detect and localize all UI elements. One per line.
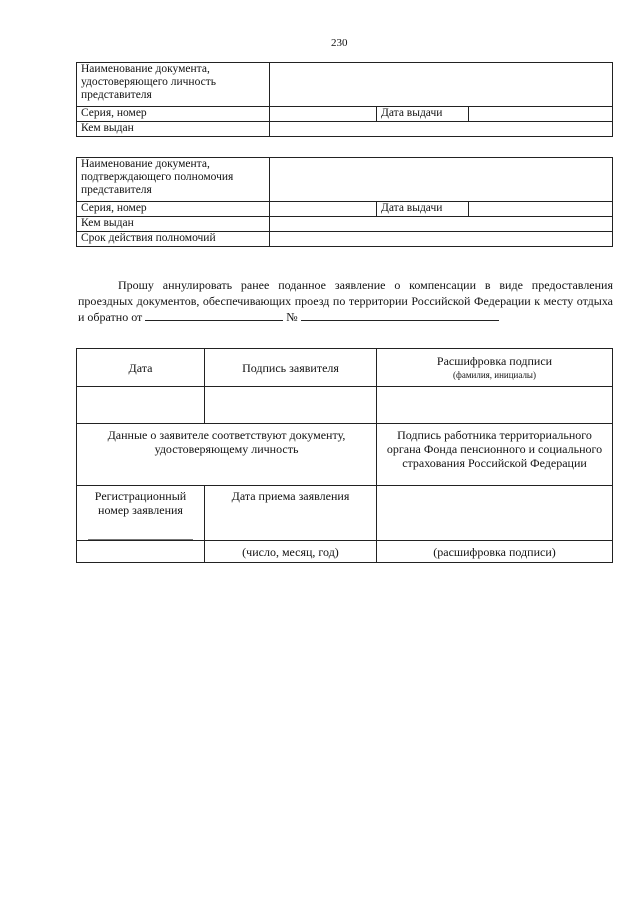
- decoding-header: Расшифровка подписи: [436, 353, 553, 368]
- issued-by-label: Кем выдан: [77, 122, 270, 137]
- applicant-signature-value[interactable]: [205, 387, 377, 424]
- doc-name-label: Наименование документа, удостоверяющего личность представителя: [77, 63, 270, 107]
- date-from-blank[interactable]: [145, 309, 283, 321]
- authority-doc-name-label: Наименование документа, подтверждающего полномочия представителя: [77, 158, 270, 202]
- authority-doc-table: [76, 157, 613, 247]
- series-value[interactable]: [270, 107, 377, 122]
- employee-signature-value[interactable]: [377, 486, 613, 541]
- number-sign: №: [286, 310, 298, 324]
- request-text: Прошу аннулировать ранее поданное заявление о компенсации в виде предоставления проездных документов, обеспечивающих проезд по территории Российской Федерации к месту отдыха и обратно от: [78, 278, 613, 324]
- issued-by-value[interactable]: [270, 122, 613, 137]
- authority-issued-by-label: Кем выдан: [77, 217, 270, 232]
- authority-doc-name-value[interactable]: [270, 158, 613, 202]
- signature-decoding-hint: (расшифровка подписи): [377, 541, 613, 563]
- empty-cell: [77, 541, 205, 563]
- authority-issued-by-value[interactable]: [270, 217, 613, 232]
- decoding-header-cell: [377, 349, 613, 387]
- registration-number-label: Регистрационный номер заявления: [94, 489, 187, 517]
- fund-employee-text: Подпись работника территориального органа Фонда пенсионного и социального страхования Российской Федерации: [377, 424, 613, 486]
- decoding-hint: (фамилия, инициалы): [453, 369, 536, 380]
- receipt-date-label: Дата приема заявления: [205, 486, 377, 541]
- applicant-signature-header: Подпись заявителя: [205, 349, 377, 387]
- validity-label: Срок действия полномочий: [77, 232, 270, 247]
- validity-value[interactable]: [270, 232, 613, 247]
- authority-series-value[interactable]: [270, 202, 377, 217]
- issue-date-value[interactable]: [469, 107, 613, 122]
- date-header: Дата: [77, 349, 205, 387]
- issue-date-label: Дата выдачи: [377, 107, 469, 122]
- authority-series-label: Серия, номер: [77, 202, 270, 217]
- signature-table: [76, 348, 613, 563]
- data-match-text: Данные о заявителе соответствуют документу, удостоверяющему личность: [77, 424, 377, 486]
- doc-name-value[interactable]: [270, 63, 613, 107]
- registration-number-cell[interactable]: [77, 486, 205, 541]
- date-value[interactable]: [77, 387, 205, 424]
- representative-id-table: [76, 62, 613, 137]
- date-hint: (число, месяц, год): [205, 541, 377, 563]
- decoding-value[interactable]: [377, 387, 613, 424]
- page-number: 230: [331, 37, 348, 49]
- request-paragraph: [78, 277, 613, 325]
- application-number-blank[interactable]: [301, 309, 499, 321]
- authority-issue-date-value[interactable]: [469, 202, 613, 217]
- authority-issue-date-label: Дата выдачи: [377, 202, 469, 217]
- series-label: Серия, номер: [77, 107, 270, 122]
